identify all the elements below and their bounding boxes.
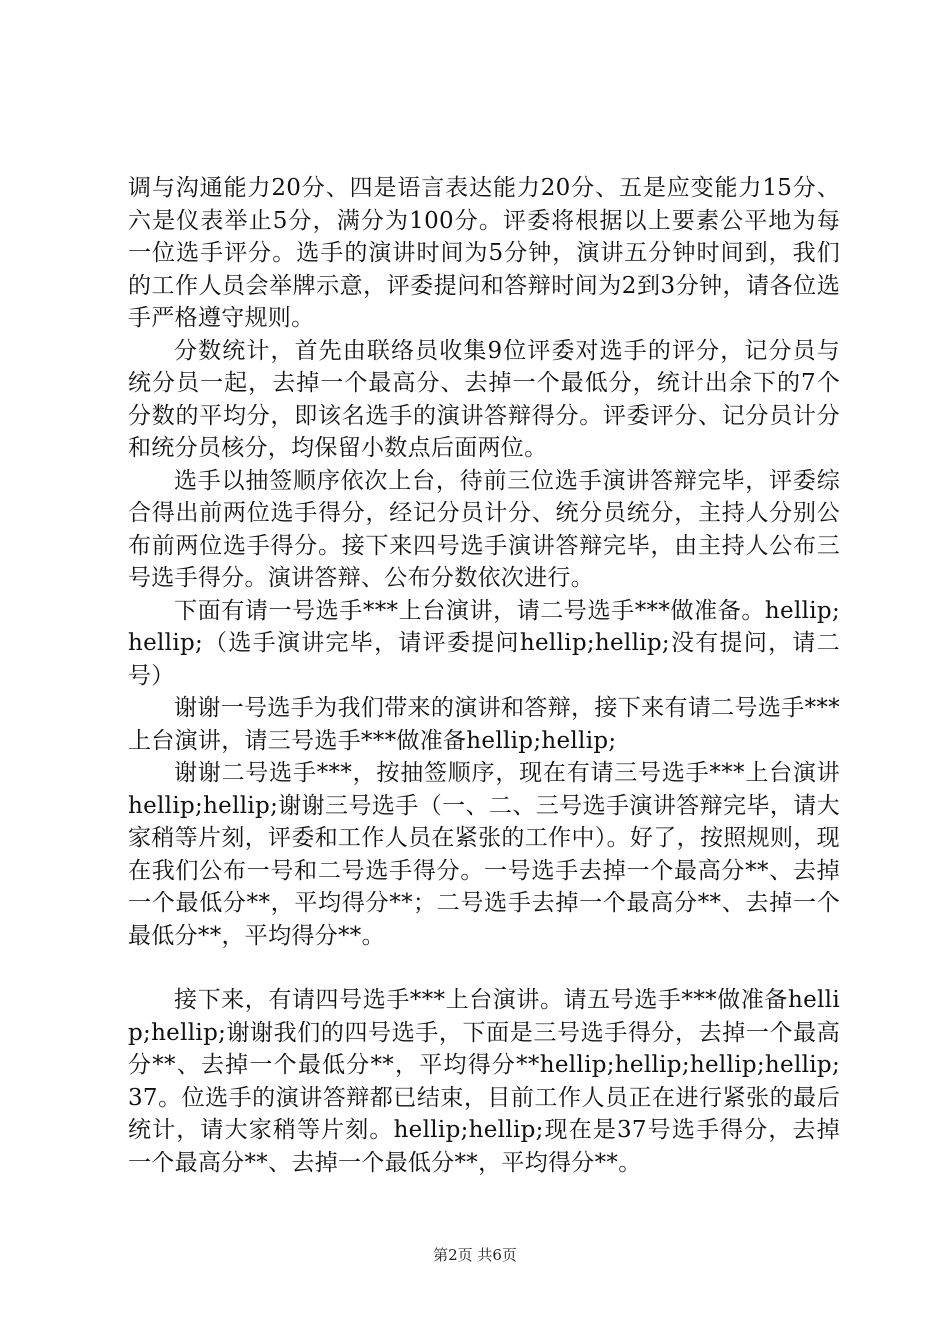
- paragraph-contestant-one: 下面有请一号选手***上台演讲，请二号选手***做准备。hellip;hellip;（选手演讲完毕，请评委提问hellip;hellip;没有提问，请二号）: [128, 597, 840, 689]
- paragraph-contestant-four: 接下来，有请四号选手***上台演讲。请五号选手***做准备hellip;hellip;谢谢我们的四号选手，下面是三号选手得分，去掉一个最高分**、去掉一个最低分**，平均得分**hellip;hellip;hellip;hellip;37。位选手的演讲答辩都已结束，目前工作人员正在进行紧张的最后统计，请大家稍等片刻。hellip;hellip;现在是37号选手得分，去掉一个最高分**、去掉一个最低分**，平均得分**。: [128, 987, 840, 1176]
- paragraph-scoring-criteria: 调与沟通能力20分、四是语言表达能力20分、五是应变能力15分、六是仪表举止5分，满分为100分。评委将根据以上要素公平地为每一位选手评分。选手的演讲时间为5分钟，演讲五分钟时间到，我们的工作人员会举牌示意，评委提问和答辩时间为2到3分钟，请各位选手严格遵守规则。: [128, 175, 840, 331]
- paragraph-contestant-two: 谢谢一号选手为我们带来的演讲和答辩，接下来有请二号选手***上台演讲，请三号选手***做准备hellip;hellip;: [128, 695, 840, 754]
- page-number-footer: 第2页 共6页: [433, 1246, 517, 1264]
- document-body: [128, 172, 840, 1179]
- paragraph-contestant-three: 谢谢二号选手***，按抽签顺序，现在有请三号选手***上台演讲hellip;hellip;谢谢三号选手（一、二、三号选手演讲答辩完毕，请大家稍等片刻，评委和工作人员在紧张的工作中）。好了，按照规则，现在我们公布一号和二号选手得分。一号选手去掉一个最高分**、去掉一个最低分**，平均得分**；二号选手去掉一个最高分**、去掉一个最低分**，平均得分**。: [128, 760, 840, 949]
- paragraph-order-of-contestants: 选手以抽签顺序依次上台，待前三位选手演讲答辩完毕，评委综合得出前两位选手得分，经记分员计分、统分员统分，主持人分别公布前两位选手得分。接下来四号选手演讲答辩完毕，由主持人公布三号选手得分。演讲答辩、公布分数依次进行。: [128, 467, 840, 591]
- paragraph-score-statistics: 分数统计，首先由联络员收集9位评委对选手的评分，记分员与统分员一起，去掉一个最高分、去掉一个最低分，统计出余下的7个分数的平均分，即该名选手的演讲答辩得分。评委评分、记分员计分和统分员核分，均保留小数点后面两位。: [128, 337, 840, 461]
